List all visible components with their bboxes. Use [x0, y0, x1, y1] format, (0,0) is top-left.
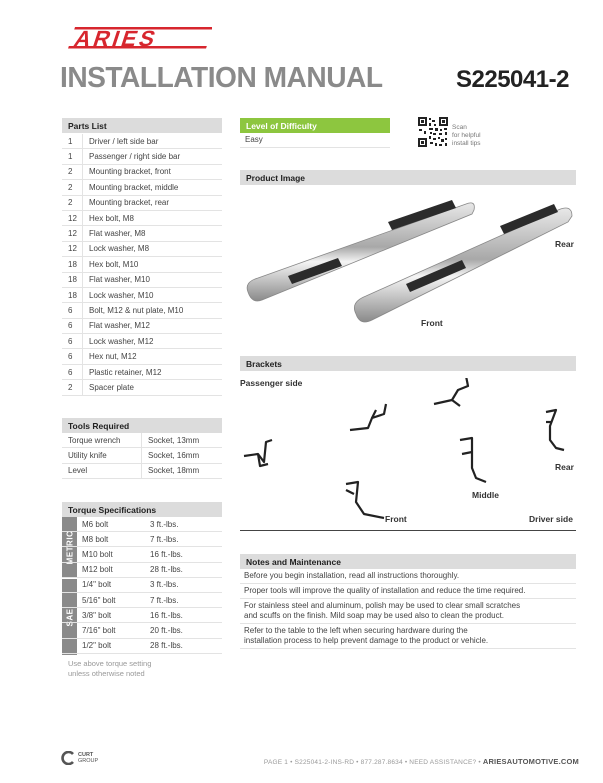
- part-desc: Plastic retainer, M12: [89, 367, 162, 377]
- parts-list-row: [62, 196, 222, 211]
- torque-bolt: 7/16" bolt: [82, 625, 116, 635]
- parts-list-row: [62, 303, 222, 318]
- torque-spec: 20 ft.-lbs.: [150, 625, 183, 635]
- bracket-rear-label: Rear: [555, 462, 574, 472]
- tools-table: [62, 433, 222, 479]
- aries-logo: [62, 24, 212, 52]
- part-qty: 6: [62, 334, 83, 348]
- part-qty: 18: [62, 257, 83, 271]
- torque-row: [62, 517, 222, 532]
- parts-list-row: [62, 288, 222, 303]
- torque-row: [62, 608, 222, 623]
- parts-list-row: [62, 273, 222, 288]
- part-qty: 2: [62, 180, 83, 194]
- torque-bolt: M6 bolt: [82, 519, 109, 529]
- part-desc: Mounting bracket, front: [89, 167, 171, 177]
- torque-spec: 3 ft.-lbs.: [150, 580, 179, 590]
- part-desc: Driver / left side bar: [89, 136, 159, 146]
- parts-list-heading: Parts List: [62, 118, 222, 133]
- part-desc: Flat washer, M12: [89, 321, 150, 331]
- passenger-side-label: Passenger side: [240, 378, 303, 388]
- tool-name: Torque wrench: [62, 433, 142, 447]
- footer-text: PAGE 1 • S225041-2-INS-RD • 877.287.8634 • NEED ASSISTANCE? • ARIESAUTOMOTIVE.COM: [263, 757, 579, 766]
- parts-list-table: [62, 134, 222, 396]
- bracket-front-label: Front: [385, 514, 407, 524]
- driver-side-label: Driver side: [529, 514, 573, 524]
- curt-logo-icon: [61, 751, 75, 765]
- part-qty: 6: [62, 319, 83, 333]
- qr-caption: Scan for helpful install tips: [452, 124, 481, 147]
- torque-row: [62, 623, 222, 638]
- svg-text:ARIES: ARIES: [71, 26, 162, 51]
- brackets-divider: [240, 530, 576, 531]
- note-item: and scuffs on the finish. Mild soap may be used also to clean the product.: [240, 611, 576, 624]
- part-desc: Passenger / right side bar: [89, 152, 181, 162]
- part-desc: Lock washer, M8: [89, 244, 150, 254]
- tool-socket: Socket, 13mm: [148, 435, 200, 445]
- part-desc: Spacer plate: [89, 382, 134, 392]
- parts-list-row: [62, 180, 222, 195]
- note-item: Refer to the table to the left when securing hardware during the: [244, 626, 468, 635]
- part-qty: 1: [62, 149, 83, 163]
- notes-heading: Notes and Maintenance: [240, 554, 576, 569]
- torque-heading: Torque Specifications: [62, 502, 222, 517]
- part-qty: 1: [62, 134, 83, 148]
- notes-list: [240, 569, 576, 649]
- part-qty: 2: [62, 196, 83, 210]
- parts-list-row: [62, 149, 222, 164]
- torque-row: [62, 639, 222, 654]
- torque-spec: 16 ft.-lbs.: [150, 549, 183, 559]
- torque-spec: 3 ft.-lbs.: [150, 519, 179, 529]
- part-qty: 12: [62, 211, 83, 225]
- difficulty-heading: Level of Difficulty: [240, 118, 390, 133]
- part-desc: Bolt, M12 & nut plate, M10: [89, 305, 184, 315]
- difficulty-value: Easy: [240, 133, 390, 148]
- part-desc: Lock washer, M12: [89, 336, 154, 346]
- part-desc: Hex nut, M12: [89, 352, 137, 362]
- part-qty: 2: [62, 380, 83, 394]
- website-link[interactable]: ARIESAUTOMOTIVE.COM: [482, 757, 579, 766]
- parts-list-row: [62, 349, 222, 364]
- parts-list-row: [62, 365, 222, 380]
- note-item: Before you begin installation, read all instructions thoroughly.: [240, 569, 576, 584]
- part-desc: Hex bolt, M10: [89, 259, 139, 269]
- tools-row: [62, 433, 222, 448]
- parts-list-row: [62, 319, 222, 334]
- part-qty: 2: [62, 165, 83, 179]
- torque-spec: 28 ft.-lbs.: [150, 641, 183, 651]
- brackets-image: [238, 378, 578, 528]
- bracket-middle-label: Middle: [472, 490, 499, 500]
- curt-group-logo: CURT GROUP: [61, 751, 98, 765]
- part-desc: Mounting bracket, middle: [89, 182, 179, 192]
- part-qty: 6: [62, 349, 83, 363]
- part-desc: Hex bolt, M8: [89, 213, 134, 223]
- torque-row: [62, 547, 222, 562]
- part-qty: 18: [62, 273, 83, 287]
- manual-title: INSTALLATION MANUAL: [60, 62, 383, 94]
- torque-spec: 7 ft.-lbs.: [150, 534, 179, 544]
- torque-spec: 28 ft.-lbs.: [150, 565, 183, 575]
- part-qty: 12: [62, 226, 83, 240]
- note-item: installation process to help prevent damage to the product or vehicle.: [240, 636, 576, 649]
- parts-list-row: [62, 242, 222, 257]
- part-qty: 6: [62, 365, 83, 379]
- torque-bolt: 1/4" bolt: [82, 580, 112, 590]
- part-qty: 18: [62, 288, 83, 302]
- sae-label: SAE: [62, 579, 77, 655]
- parts-list-row: [62, 165, 222, 180]
- tools-row: [62, 464, 222, 479]
- part-desc: Flat washer, M10: [89, 275, 150, 285]
- torque-bolt: 1/2" bolt: [82, 641, 112, 651]
- parts-list-row: [62, 226, 222, 241]
- torque-bolt: M10 bolt: [82, 549, 113, 559]
- tool-socket: Socket, 16mm: [148, 451, 200, 461]
- torque-row: [62, 578, 222, 593]
- tools-row: [62, 448, 222, 463]
- product-rear-label: Rear: [555, 239, 574, 249]
- tools-heading: Tools Required: [62, 418, 222, 433]
- torque-row: [62, 532, 222, 547]
- product-image: [238, 188, 578, 328]
- qr-code-icon[interactable]: [417, 116, 449, 148]
- torque-bolt: 3/8" bolt: [82, 610, 112, 620]
- metric-label: METRIC: [62, 517, 77, 578]
- torque-bolt: M12 bolt: [82, 565, 113, 575]
- part-number: S225041-2: [456, 66, 569, 93]
- torque-spec: 16 ft.-lbs.: [150, 610, 183, 620]
- torque-table: [62, 517, 222, 657]
- parts-list-row: [62, 257, 222, 272]
- torque-bolt: M8 bolt: [82, 534, 109, 544]
- product-image-heading: Product Image: [240, 170, 576, 185]
- parts-list-row: [62, 334, 222, 349]
- part-qty: 12: [62, 242, 83, 256]
- note-item: Proper tools will improve the quality of installation and reduce the time required.: [240, 584, 576, 599]
- tool-name: Level: [62, 464, 142, 478]
- part-desc: Lock washer, M10: [89, 290, 154, 300]
- tool-name: Utility knife: [62, 448, 142, 462]
- torque-row: [62, 593, 222, 608]
- note-item: For stainless steel and aluminum, polish may be used to clear small scratches: [244, 601, 521, 610]
- part-desc: Mounting bracket, rear: [89, 198, 170, 208]
- brackets-heading: Brackets: [240, 356, 576, 371]
- product-front-label: Front: [421, 318, 443, 328]
- parts-list-row: [62, 134, 222, 149]
- torque-note: Use above torque setting unless otherwise noted: [68, 659, 152, 678]
- torque-bolt: 5/16" bolt: [82, 595, 116, 605]
- parts-list-row: [62, 211, 222, 226]
- tool-socket: Socket, 18mm: [148, 466, 200, 476]
- part-qty: 6: [62, 303, 83, 317]
- parts-list-row: [62, 380, 222, 395]
- part-desc: Flat washer, M8: [89, 229, 146, 239]
- torque-row: [62, 563, 222, 578]
- torque-spec: 7 ft.-lbs.: [150, 595, 179, 605]
